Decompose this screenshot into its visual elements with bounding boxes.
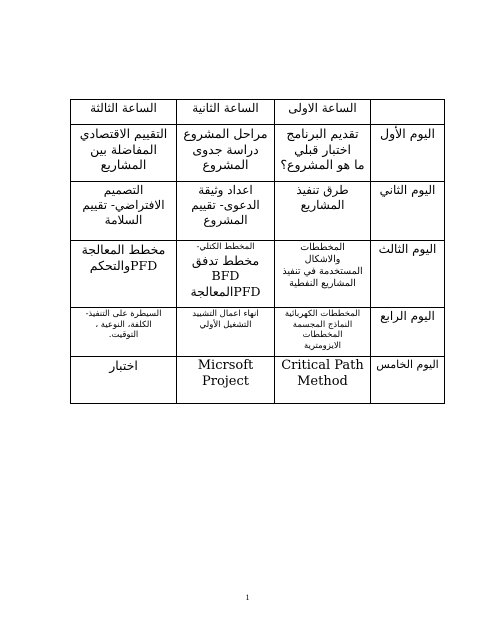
session-cell [177, 241, 275, 308]
session-cell: المخططات الكهربائية النماذج المجسمة المخططات الايزومترية [275, 308, 371, 357]
header-hour-2: الساعة الثانية [177, 100, 275, 125]
table-row [71, 182, 445, 241]
header-hour-3: الساعة الثالثة [71, 100, 177, 125]
table-header-row [71, 100, 445, 125]
session-cell: انهاء اعمال التشييد التشغيل الأولي [177, 308, 275, 357]
table-row [71, 308, 445, 357]
session-cell: مخطط المعالجة PFDوالتحكم [71, 241, 177, 308]
day-label: اليوم الأول [371, 125, 445, 182]
training-schedule-table [70, 99, 445, 404]
session-cell: المخططات والاشكال المستخدمة في تنفيذ المشاريع النفطية [275, 241, 371, 308]
session-cell: السيطرة على التنفيذ- الكلفة، النوعية ، التوقيت. [71, 308, 177, 357]
table-row [71, 357, 445, 404]
session-cell: مراحل المشروع دراسة جدوى المشروع [177, 125, 275, 182]
day-label: اليوم الثالث [371, 241, 445, 308]
day-label: اليوم الرابع [371, 308, 445, 357]
session-cell: Critical Path Method [275, 357, 371, 404]
page-number: 1 [245, 593, 250, 602]
header-empty-cell [371, 100, 445, 125]
table-row [71, 125, 445, 182]
session-cell: طرق تنفيذ المشاريع [275, 182, 371, 241]
session-cell: التصميم الافتراضي- تقييم السلامة [71, 182, 177, 241]
session-cell: تقديم البرنامج اختبار قبلي ما هو المشروع؟ [275, 125, 371, 182]
session-cell: اعداد وثيقة الدعوى- تقييم المشروع [177, 182, 275, 241]
table-row [71, 241, 445, 308]
session-cell-subtitle: المخطط الكتلي- [196, 242, 255, 252]
day-label: اليوم الثاني [371, 182, 445, 241]
session-cell: Micrsoft Project [177, 357, 275, 404]
session-cell: التقييم الاقتصادي المفاضلة بين المشاريع [71, 125, 177, 182]
day-label: اليوم الخامس [371, 357, 445, 404]
session-cell: اختبار [71, 357, 177, 404]
header-hour-1: الساعة الاولى [275, 100, 371, 125]
session-cell-text: مخطط تدفق BFD PFDالمعالجة [190, 252, 261, 299]
